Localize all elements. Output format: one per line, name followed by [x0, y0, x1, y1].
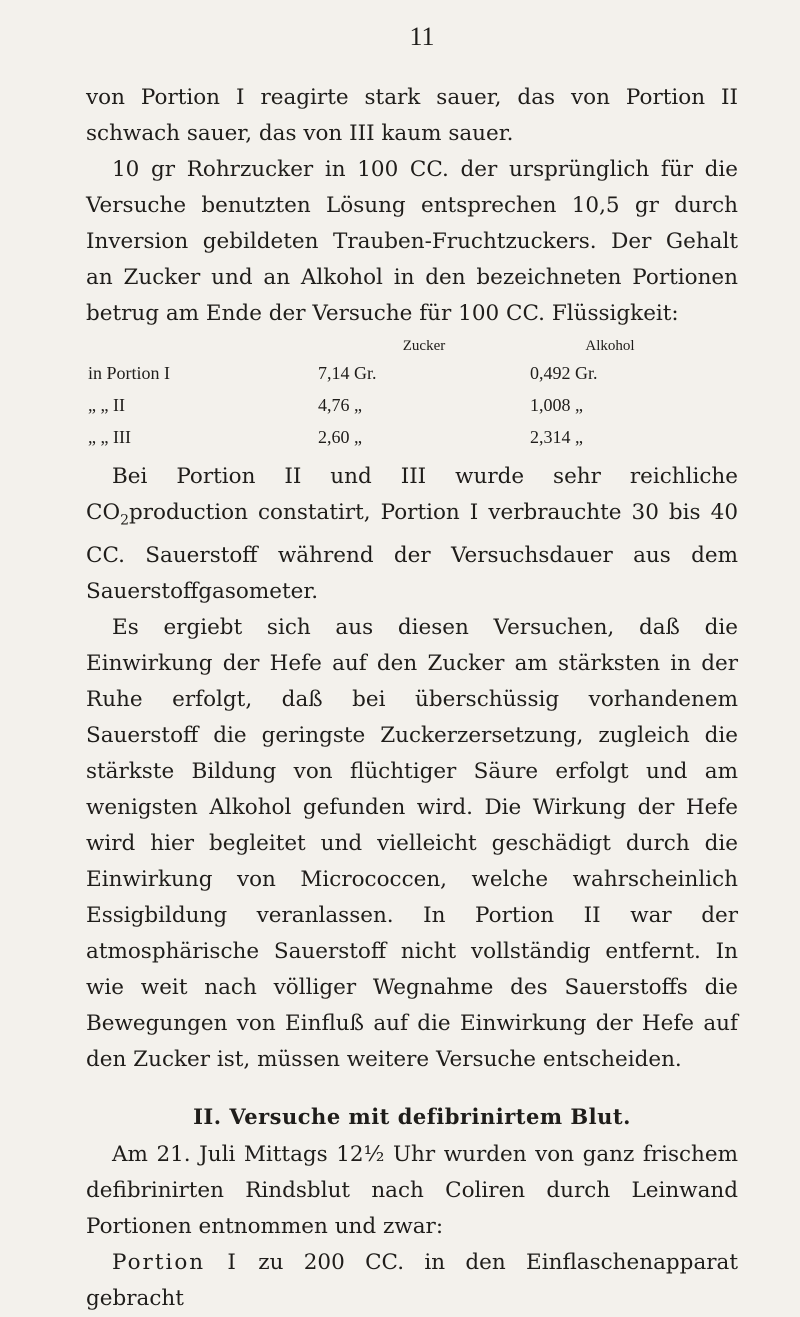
portion-lead: Portion I	[112, 1250, 238, 1276]
alkohol-value: 1,008 „	[530, 394, 583, 415]
table-row	[88, 421, 690, 453]
paragraph-4: Es ergiebt sich aus diesen Versuchen, daß die Einwirkung der Hefe auf den Zucker am stärksten in der Ruhe erfolgt, daß bei überschüssig vorhandenem Sauerstoff die geringste Zuckerzersetzung, zugleich die stärkste Bildung von flüchtiger Säure erfolgt und am wenigsten Alkohol gefunden wird. Die Wirkung der Hefe wird hier begleitet und vielleicht geschädigt durch die Einwirkung von Micrococcen, welche wahrscheinlich Essigbildung veranlassen. In Portion II war der atmosphärische Sauerstoff nicht vollständig entfernt. In wie weit nach völliger Wegnahme des Sauerstoffs die Bewegungen von Einfluß auf die Einwirkung der Hefe auf den Zucker ist, müssen weitere Versuche entscheiden.	[86, 615, 738, 1073]
zucker-value: 4,76 „	[318, 394, 362, 415]
paragraph-3-before: Bei Portion II und III wurde sehr reichliche CO	[86, 464, 738, 525]
table-row	[88, 357, 690, 389]
paragraph-3	[86, 459, 738, 610]
section-heading: II. Versuche mit defibrinirtem Blut.	[193, 1104, 631, 1130]
paragraph-6-rest: zu 200 CC. in den Einflaschenapparat gebracht	[86, 1250, 738, 1312]
table-header-zucker: Zucker	[402, 338, 446, 354]
alkohol-value: 2,314 „	[530, 426, 583, 447]
paragraph-2: 10 gr Rohrzucker in 100 CC. der ursprünglich für die Versuche benutzten Lösung entsprechen 10,5 gr durch Inversion gebildeten Trauben-Fruchtzuckers. Der Gehalt an Zucker und an Alkohol in den bezeichneten Portionen betrug am Ende der Versuche für 100 CC. Flüssigkeit:	[86, 157, 738, 326]
table-row	[88, 389, 690, 421]
zucker-value: 2,60 „	[318, 426, 362, 447]
row-label: in Portion I	[88, 362, 171, 383]
paragraph-5: Am 21. Juli Mittags 12½ Uhr wurden von ganz frischem defibrinirten Rindsblut nach Coliren durch Leinwand Portionen entnommen und zwar:	[86, 1142, 738, 1240]
paragraph-6	[86, 1245, 738, 1317]
row-label: „ „ II	[88, 394, 125, 415]
co2-subscript: 2	[120, 512, 129, 529]
table-header-alkohol: Alkohol	[585, 338, 635, 354]
page-number: 11	[409, 22, 435, 51]
table-header-row	[88, 338, 690, 357]
paragraph-1: von Portion I reagirte stark sauer, das von Portion II schwach sauer, das von III kaum sauer.	[86, 85, 738, 146]
table-header-empty	[88, 338, 318, 357]
paragraph-3-after: production constatirt, Portion I verbrauchte 30 bis 40 CC. Sauerstoff während der Versuchsdauer aus dem Sauerstoffgasometer.	[86, 500, 738, 605]
results-table	[88, 338, 690, 453]
row-label: „ „ III	[88, 426, 131, 447]
alkohol-value: 0,492 Gr.	[530, 362, 598, 383]
zucker-value: 7,14 Gr.	[318, 362, 377, 383]
